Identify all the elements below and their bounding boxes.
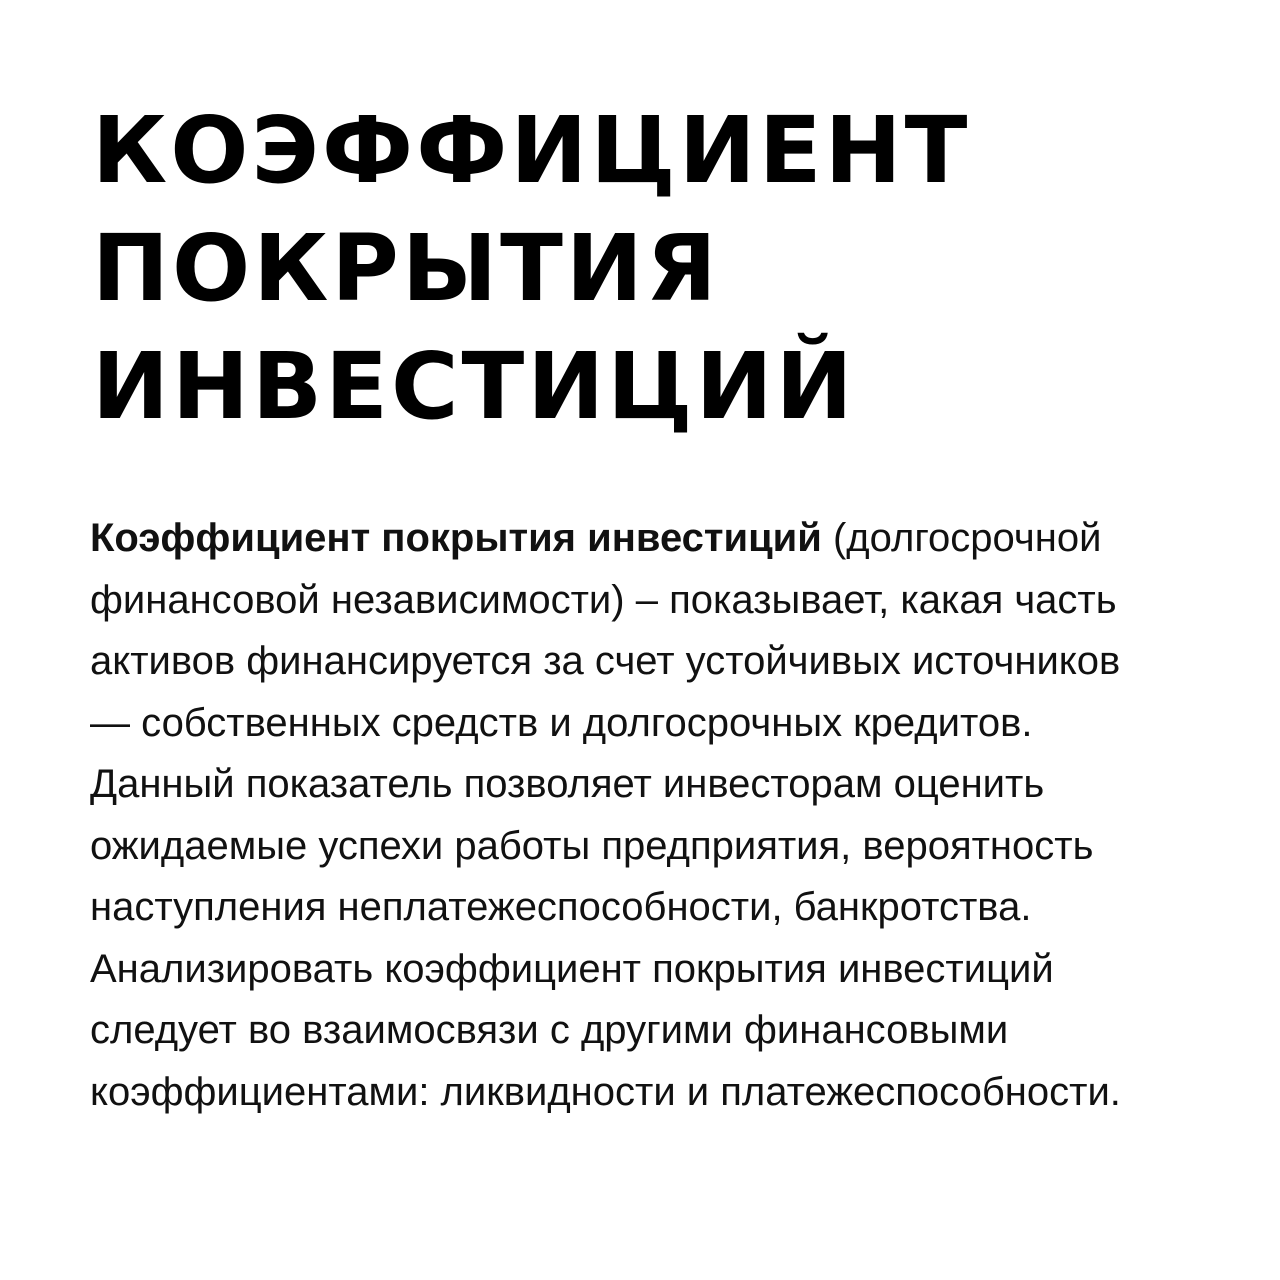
- title-line: ИНВЕСТИЦИЙ: [92, 333, 856, 440]
- body-paragraph: [90, 508, 1260, 1123]
- body-line: финансовой независимости) – показывает, какая часть: [90, 577, 1117, 622]
- body-line: ожидаемые успехи работы предприятия, вероятность: [90, 823, 1094, 868]
- title-line: КОЭФФИЦИЕНТ: [92, 97, 971, 204]
- body-line: [90, 508, 1260, 570]
- body-line: Анализировать коэффициент покрытия инвестиций: [90, 946, 1054, 991]
- body-line: — собственных средств и долгосрочных кредитов.: [90, 700, 1033, 745]
- lead-term: Коэффициент покрытия инвестиций: [90, 516, 822, 560]
- page-title: [92, 92, 1212, 446]
- body-line: активов финансируется за счет устойчивых источников: [90, 639, 1121, 683]
- title-line: ПОКРЫТИЯ: [92, 215, 720, 322]
- body-line: коэффициентами: ликвидности и платежеспособности.: [90, 1069, 1121, 1114]
- body-line: наступления неплатежеспособности, банкротства.: [90, 885, 1032, 929]
- body-line: следует во взаимосвязи с другими финансовыми: [90, 1008, 1009, 1052]
- body-line: Данный показатель позволяет инвесторам оценить: [90, 762, 1045, 806]
- lead-continuation: (долгосрочной: [821, 516, 1102, 560]
